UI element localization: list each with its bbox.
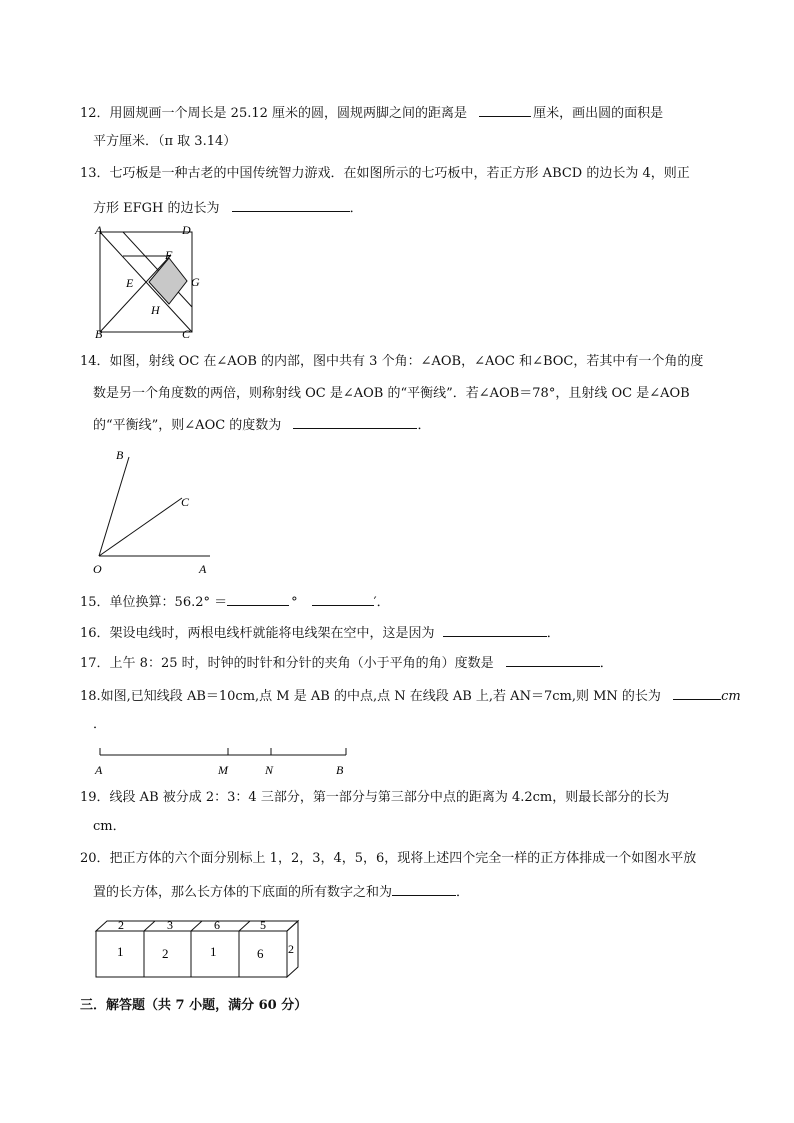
q18-line2: ． <box>93 717 107 732</box>
ray-oc <box>99 498 182 556</box>
label-n: N <box>265 763 274 777</box>
angle-figure <box>90 445 220 575</box>
q15-text: 15．单位换算：56.2° ＝ <box>80 595 228 610</box>
q16-end: ． <box>546 626 560 641</box>
q12-line2: 平方厘米．（π 取 3.14） <box>93 134 237 149</box>
top-number: 2 <box>118 918 124 932</box>
label-f: F <box>165 248 173 262</box>
q16-answer-blank[interactable] <box>443 622 547 637</box>
cube-top-divider <box>191 921 202 931</box>
q13-line2 <box>93 197 363 218</box>
segment-figure <box>90 743 360 779</box>
q12-unit: 厘米，画出圆的面积是 <box>533 106 664 121</box>
label-a: A <box>95 223 103 237</box>
q17-text: 17．上午 8：25 时，时钟的时针和分针的夹角（小于平角的角）度数是 <box>80 656 494 671</box>
q17-line <box>80 652 613 673</box>
tangram-figure <box>90 222 210 342</box>
top-number: 6 <box>214 918 220 932</box>
side-number: 2 <box>288 942 294 956</box>
q20-line2 <box>93 881 469 902</box>
q15-line <box>80 591 390 612</box>
cube-top-divider <box>239 921 250 931</box>
front-number: 6 <box>257 946 264 961</box>
q18-line1 <box>80 685 741 706</box>
ray-ob <box>99 457 129 556</box>
q15-answer-blank-degrees[interactable] <box>227 591 289 606</box>
q13-text: 方形 EFGH 的边长为 <box>93 201 220 216</box>
q17-end: ． <box>599 656 613 671</box>
label-d: D <box>182 223 191 237</box>
q14-line2: 数是另一个角度数的两倍，则称射线 OC 是∠AOB 的“平衡线”．若∠AOB＝78°，且射线 OC 是∠AOB <box>93 386 690 401</box>
q20-line1: 20．把正方体的六个面分别标上 1，2，3，4，5，6，现将上述四个完全一样的正方体排成一个如图水平放 <box>80 851 697 866</box>
q18-unit: cm <box>721 689 741 704</box>
q12-line1 <box>80 102 663 123</box>
label-e: E <box>126 276 134 290</box>
cubes-figure <box>90 912 320 982</box>
label-b: B <box>95 327 103 341</box>
cube-top-divider <box>144 921 155 931</box>
label-a: A <box>95 763 103 777</box>
q16-line <box>80 622 560 643</box>
q19-line2: cm． <box>93 819 126 834</box>
q12-answer-blank-1[interactable] <box>479 102 531 117</box>
front-number: 2 <box>162 946 169 961</box>
q13-line1: 13．七巧板是一种古老的中国传统智力游戏．在如图所示的七巧板中，若正方形 ABCD 的边长为 4，则正 <box>80 166 690 181</box>
label-c: C <box>182 327 191 341</box>
q14-line3 <box>93 414 430 435</box>
front-number: 1 <box>210 944 217 959</box>
q17-answer-blank[interactable] <box>506 652 600 667</box>
q12-text: 12．用圆规画一个周长是 25.12 厘米的圆，圆规两脚之间的距离是 <box>80 106 468 121</box>
q20-end: ． <box>456 885 470 900</box>
q13-end: ． <box>349 201 363 216</box>
top-number: 5 <box>260 918 266 932</box>
label-b: B <box>336 763 344 777</box>
q18-text: 18.如图,已知线段 AB＝10cm,点 M 是 AB 的中点,点 N 在线段 AB 上,若 AN＝7cm,则 MN 的长为 <box>80 689 661 704</box>
q19-line1: 19．线段 AB 被分成 2：3：4 三部分，第一部分与第三部分中点的距离为 4.2cm，则最长部分的长为 <box>80 790 670 805</box>
q18-answer-blank[interactable] <box>673 685 721 700</box>
q20-answer-blank[interactable] <box>392 881 456 896</box>
q14-answer-blank[interactable] <box>293 414 417 429</box>
label-h: H <box>151 303 160 317</box>
label-o: O <box>93 562 102 576</box>
q20-text: 置的长方体，那么长方体的下底面的所有数字之和为 <box>93 885 393 900</box>
q15-minute-mark: ′． <box>373 595 390 610</box>
label-c: C <box>181 495 190 509</box>
q16-text: 16．架设电线时，两根电线杆就能将电线架在空中，这是因为 <box>80 626 435 641</box>
q14-line1: 14．如图，射线 OC 在∠AOB 的内部，图中共有 3 个角：∠AOB，∠AOC 和∠BOC，若其中有一个角的度 <box>80 354 704 369</box>
q14-text: 的“平衡线”，则∠AOC 的度数为 <box>93 418 282 433</box>
label-g: G <box>191 275 200 289</box>
q15-answer-blank-minutes[interactable] <box>312 591 374 606</box>
front-number: 1 <box>117 944 124 959</box>
square-efgh <box>149 258 187 304</box>
label-b: B <box>116 448 124 462</box>
label-m: M <box>218 763 228 777</box>
label-a: A <box>199 562 207 576</box>
q15-degree-mark: ° <box>291 595 298 610</box>
q13-answer-blank[interactable] <box>232 197 350 212</box>
top-number: 3 <box>167 918 173 932</box>
section-3-heading: 三．解答题（共 7 小题，满分 60 分） <box>80 998 308 1013</box>
q14-end: ． <box>417 418 431 433</box>
